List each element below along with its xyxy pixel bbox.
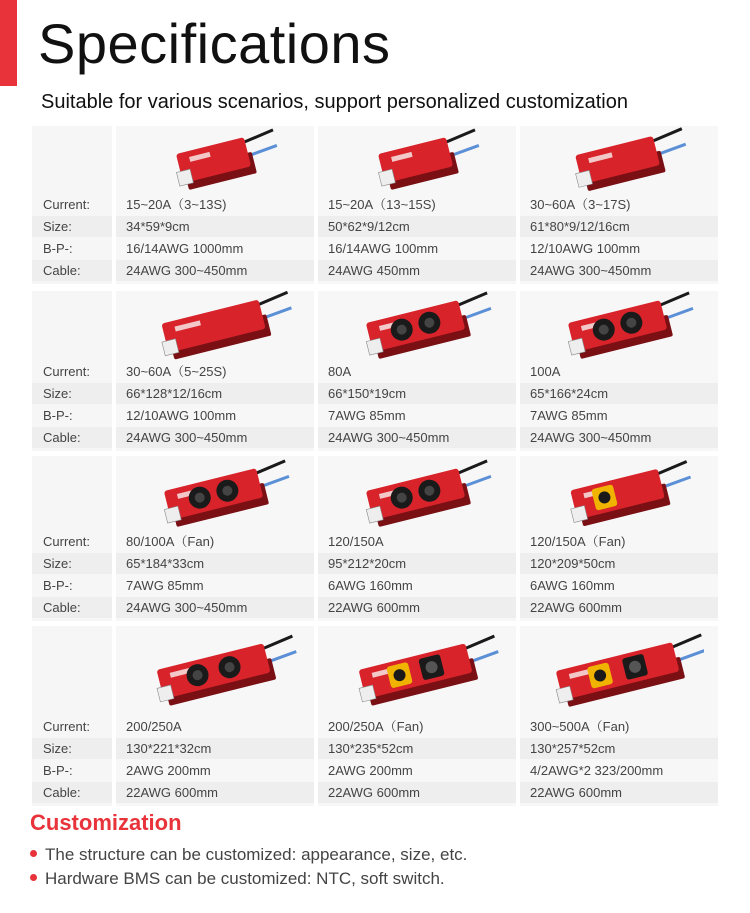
spec-label-current: Current: xyxy=(43,719,90,734)
spec-label-column xyxy=(32,291,112,451)
customization-bullet xyxy=(30,845,467,865)
spec-label-cable: Cable: xyxy=(32,260,112,281)
product-bp: 7AWG 85mm xyxy=(530,408,608,423)
spec-label-current: Current: xyxy=(43,364,90,379)
product-size: 130*235*52cm xyxy=(318,738,516,759)
product-cell xyxy=(116,626,314,806)
product-size: 130*221*32cm xyxy=(116,738,314,759)
spec-label-bp: B-P-: xyxy=(43,763,73,778)
bullet-text: Hardware BMS can be customized: NTC, soft switch. xyxy=(45,869,445,888)
product-size: 66*150*19cm xyxy=(318,383,516,404)
page-subtitle: Suitable for various scenarios, support personalized customization xyxy=(41,91,628,113)
product-current: 120/150A xyxy=(328,534,384,549)
customization-title: Customization xyxy=(30,810,182,835)
spec-label-column xyxy=(32,626,112,806)
spec-row xyxy=(30,626,720,806)
product-bp: 2AWG 200mm xyxy=(328,763,413,778)
product-size: 61*80*9/12/16cm xyxy=(520,216,718,237)
customization-bullet xyxy=(30,869,445,889)
spec-label-bp: B-P-: xyxy=(43,578,73,593)
product-cable: 24AWG 300~450mm xyxy=(318,427,516,448)
product-cable: 24AWG 300~450mm xyxy=(520,260,718,281)
product-cell xyxy=(318,291,516,451)
spec-label-column xyxy=(32,126,112,284)
product-image xyxy=(520,456,718,531)
product-bp: 7AWG 85mm xyxy=(126,578,204,593)
spec-label-bp: B-P-: xyxy=(43,241,73,256)
product-image xyxy=(318,626,516,716)
product-current: 15~20A（13~15S) xyxy=(328,197,436,212)
product-cable: 24AWG 300~450mm xyxy=(116,260,314,281)
bms-board-small-icon xyxy=(130,121,300,199)
bms-board-dual-fan-icon xyxy=(332,287,502,365)
product-image xyxy=(318,126,516,194)
product-cable: 22AWG 600mm xyxy=(520,782,718,803)
product-size: 34*59*9cm xyxy=(116,216,314,237)
spec-row xyxy=(30,126,720,284)
product-image xyxy=(318,291,516,361)
spec-label-size: Size: xyxy=(32,553,112,574)
product-current: 200/250A（Fan) xyxy=(328,719,424,734)
spec-label-cable: Cable: xyxy=(32,782,112,803)
bms-board-xl-fan-icon xyxy=(534,632,704,710)
product-bp: 7AWG 85mm xyxy=(328,408,406,423)
product-current: 100A xyxy=(530,364,561,379)
spec-label-size: Size: xyxy=(32,383,112,404)
product-size: 65*184*33cm xyxy=(116,553,314,574)
product-cell xyxy=(520,626,718,806)
bms-board-dual-fan-icon xyxy=(130,455,300,533)
product-current: 80/100A（Fan) xyxy=(126,534,215,549)
product-cell xyxy=(116,456,314,621)
spec-label-cable: Cable: xyxy=(32,427,112,448)
product-cell xyxy=(318,126,516,284)
spec-label-current: Current: xyxy=(43,534,90,549)
product-bp: 12/10AWG 100mm xyxy=(530,241,641,256)
product-size: 95*212*20cm xyxy=(318,553,516,574)
product-cable: 24AWG 450mm xyxy=(318,260,516,281)
product-image xyxy=(116,456,314,531)
bms-board-large-icon xyxy=(130,632,300,710)
page-title: Specifications xyxy=(38,12,391,75)
product-cell xyxy=(520,126,718,284)
product-image xyxy=(520,291,718,361)
bms-board-fan-square-icon xyxy=(534,455,704,533)
spec-label-cable: Cable: xyxy=(32,597,112,618)
product-size: 120*209*50cm xyxy=(520,553,718,574)
product-size: 65*166*24cm xyxy=(520,383,718,404)
spec-label-current: Current: xyxy=(43,197,90,212)
bullet-text: The structure can be customized: appearance, size, etc. xyxy=(45,845,468,864)
bms-board-dual-fan-icon xyxy=(332,455,502,533)
spec-label-column xyxy=(32,456,112,621)
product-bp: 12/10AWG 100mm xyxy=(126,408,237,423)
bms-board-medium-icon xyxy=(534,121,704,199)
product-cable: 22AWG 600mm xyxy=(318,597,516,618)
product-cable: 24AWG 300~450mm xyxy=(520,427,718,448)
spec-label-bp: B-P-: xyxy=(43,408,73,423)
product-cell xyxy=(116,291,314,451)
product-cable: 22AWG 600mm xyxy=(520,597,718,618)
product-cell xyxy=(116,126,314,284)
product-bp: 6AWG 160mm xyxy=(530,578,615,593)
product-cell xyxy=(318,626,516,806)
product-image xyxy=(318,456,516,531)
spec-label-size: Size: xyxy=(32,216,112,237)
product-bp: 16/14AWG 100mm xyxy=(328,241,439,256)
product-image xyxy=(116,626,314,716)
product-current: 30~60A（3~17S) xyxy=(530,197,631,212)
product-current: 15~20A（3~13S) xyxy=(126,197,227,212)
product-bp: 2AWG 200mm xyxy=(126,763,211,778)
product-cell xyxy=(520,456,718,621)
spec-row xyxy=(30,291,720,451)
product-current: 200/250A xyxy=(126,719,182,734)
spec-row xyxy=(30,456,720,621)
product-cable: 24AWG 300~450mm xyxy=(116,597,314,618)
product-image xyxy=(520,626,718,716)
product-current: 120/150A（Fan) xyxy=(530,534,626,549)
product-bp: 16/14AWG 1000mm xyxy=(126,241,244,256)
product-image xyxy=(116,291,314,361)
product-size: 130*257*52cm xyxy=(520,738,718,759)
product-bp: 4/2AWG*2 323/200mm xyxy=(530,763,664,778)
product-image xyxy=(520,126,718,194)
product-cable: 22AWG 600mm xyxy=(116,782,314,803)
bullet-dot-icon xyxy=(30,874,37,881)
product-cell xyxy=(520,291,718,451)
product-size: 50*62*9/12cm xyxy=(318,216,516,237)
product-image xyxy=(116,126,314,194)
bms-board-dual-fan-icon xyxy=(534,287,704,365)
product-bp: 6AWG 160mm xyxy=(328,578,413,593)
product-cable: 24AWG 300~450mm xyxy=(116,427,314,448)
bms-board-small-icon xyxy=(332,121,502,199)
bms-board-long-icon xyxy=(130,287,300,365)
product-current: 300~500A（Fan) xyxy=(530,719,630,734)
product-size: 66*128*12/16cm xyxy=(116,383,314,404)
product-cell xyxy=(318,456,516,621)
bullet-dot-icon xyxy=(30,850,37,857)
bms-board-large-fan-icon xyxy=(332,632,502,710)
product-current: 80A xyxy=(328,364,352,379)
spec-label-size: Size: xyxy=(32,738,112,759)
product-current: 30~60A（5~25S) xyxy=(126,364,227,379)
accent-bar xyxy=(0,0,17,86)
product-cable: 22AWG 600mm xyxy=(318,782,516,803)
